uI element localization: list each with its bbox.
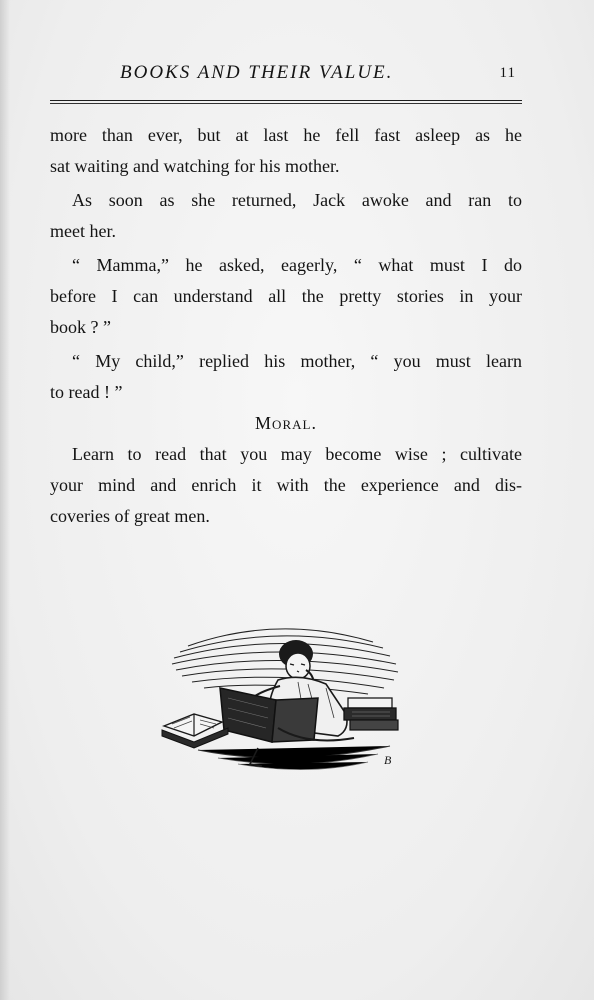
artist-monogram: B <box>384 753 392 767</box>
text-line: book ? ” <box>50 317 111 337</box>
text-line: more than ever, but at last he fell fast asleep as he <box>50 125 522 145</box>
page-gutter-shadow <box>0 0 10 1000</box>
header-rule-thin <box>50 103 522 104</box>
text-line: to read ! ” <box>50 382 123 402</box>
text-line: coveries of great men. <box>50 506 210 526</box>
page-number: 11 <box>499 65 516 81</box>
text-line: meet her. <box>50 221 116 241</box>
text-line: before I can understand all the pretty stories in your <box>50 286 522 306</box>
body-text <box>50 120 522 532</box>
header-rule <box>50 100 522 101</box>
running-head <box>50 62 522 88</box>
text-line: As soon as she returned, Jack awoke and ran to <box>72 190 522 210</box>
engraving-boy-reading-books-icon <box>158 618 408 778</box>
moral-heading: Moral. <box>255 413 317 433</box>
text-line: “ My child,” replied his mother, “ you must learn <box>72 351 522 371</box>
running-title: BOOKS AND THEIR VALUE. <box>120 62 394 83</box>
text-line: “ Mamma,” he asked, eagerly, “ what must I do <box>72 255 522 275</box>
text-line: sat waiting and watching for his mother. <box>50 156 340 176</box>
text-line: your mind and enrich it with the experience and dis- <box>50 475 522 495</box>
text-line: Learn to read that you may become wise ; cultivate <box>72 444 522 464</box>
